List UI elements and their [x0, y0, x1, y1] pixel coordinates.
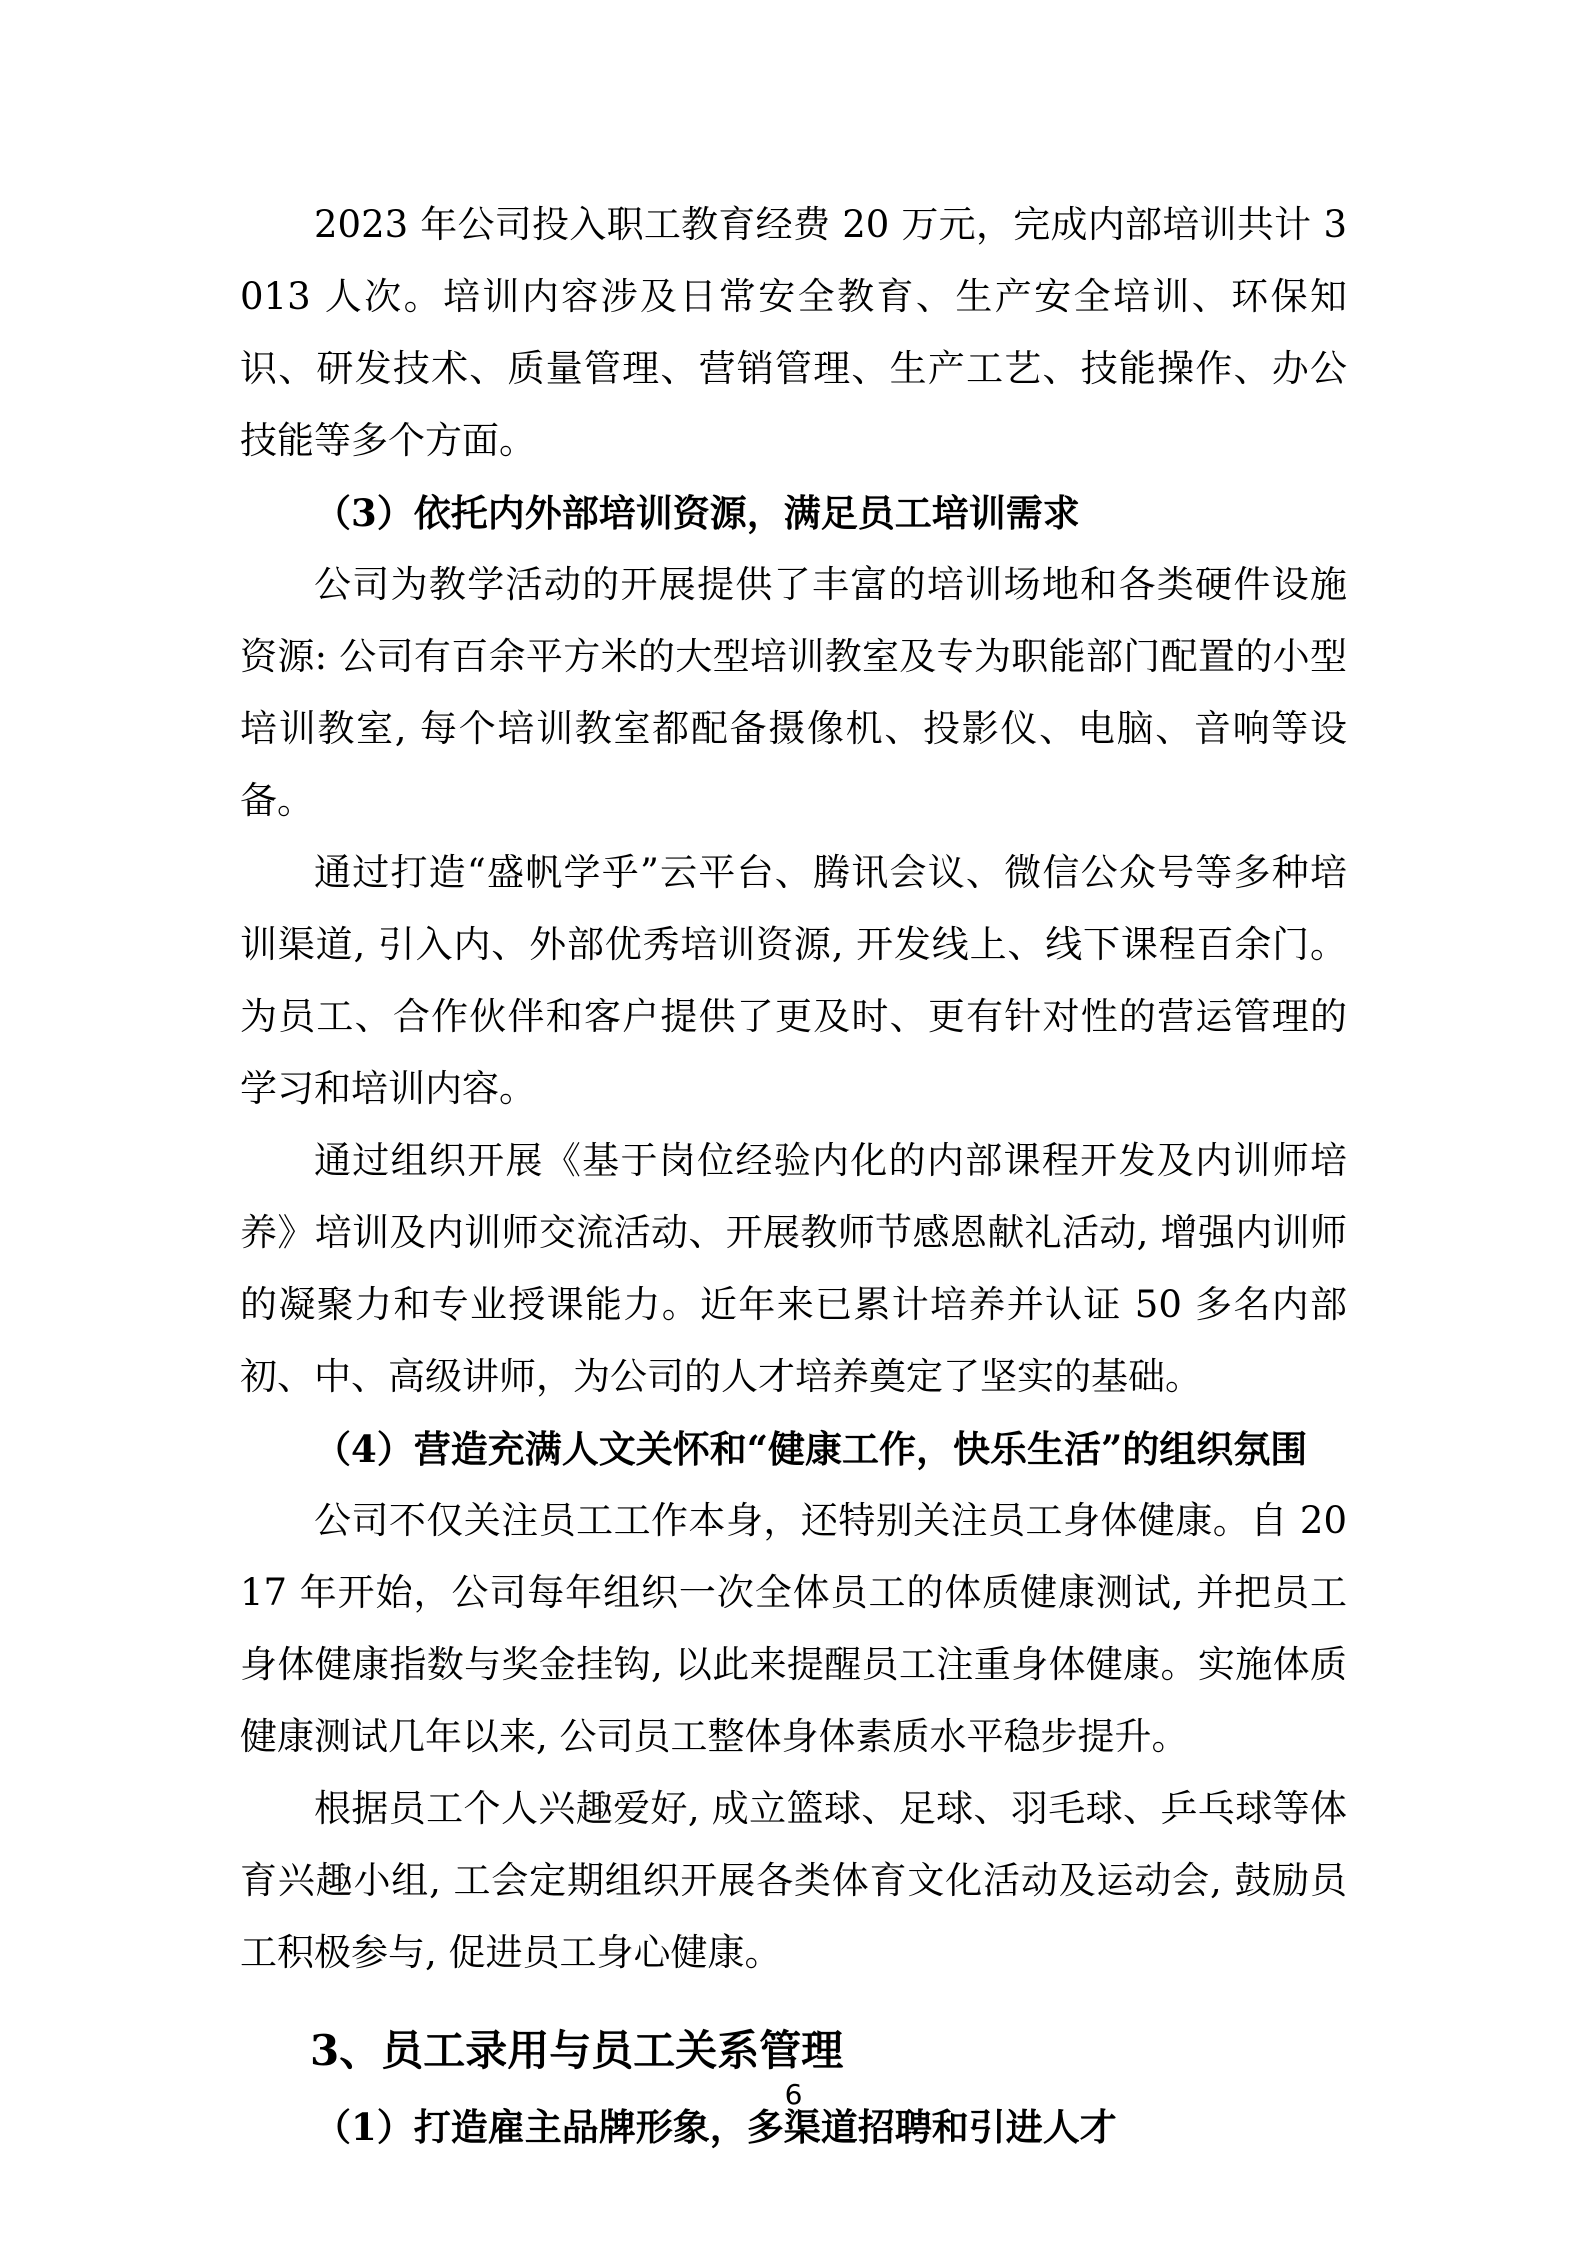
paragraph-training-platforms: 通过打造“盛帆学乎”云平台、腾讯会议、微信公众号等多种培训渠道, 引入内、外部优秀培训资源, 开发线上、线下课程百余门。为员工、合作伙伴和客户提供了更及时、更有针对性的营运管理的学习和培训内容。: [240, 851, 1347, 1110]
paragraph-sports-groups: 根据员工个人兴趣爱好, 成立篮球、足球、羽毛球、乒乓球等体育兴趣小组, 工会定期组织开展各类体育文化活动及运动会, 鼓励员工积极参与, 促进员工身心健康。: [240, 1787, 1347, 1974]
paragraph-training-investment: 2023 年公司投入职工教育经费 20 万元，完成内部培训共计 3013 人次。培训内容涉及日常安全教育、生产安全培训、环保知识、研发技术、质量管理、营销管理、生产工艺、技能操作、办公技能等多个方面。: [240, 203, 1347, 462]
subsection-heading-4: （4）营造充满人文关怀和“健康工作，快乐生活”的组织氛围: [314, 1427, 1308, 1471]
paragraph-internal-trainers: 通过组织开展《基于岗位经验内化的内部课程开发及内训师培养》培训及内训师交流活动、开展教师节感恩献礼活动, 增强内训师的凝聚力和专业授课能力。近年来已累计培养并认证 50 多名内部初、中、高级讲师，为公司的人才培养奠定了坚实的基础。: [240, 1139, 1347, 1398]
paragraph-training-facilities: 公司为教学活动的开展提供了丰富的培训场地和各类硬件设施资源: 公司有百余平方米的大型培训教室及专为职能部门配置的小型培训教室, 每个培训教室都配备摄像机、投影仪、电脑、音响等设备。: [240, 563, 1347, 822]
section-heading-recruitment: 3、员工录用与员工关系管理: [310, 2026, 844, 2075]
page-number: 6: [784, 2078, 803, 2111]
subsection-heading-3: （3）依托内外部培训资源，满足员工培训需求: [314, 491, 1080, 535]
document-content: [240, 189, 1347, 2163]
subsection-heading-1: （1）打造雇主品牌形象，多渠道招聘和引进人才: [314, 2105, 1117, 2149]
paragraph-health-testing: 公司不仅关注员工工作本身，还特别关注员工身体健康。自 2017 年开始，公司每年组织一次全体员工的体质健康测试, 并把员工身体健康指数与奖金挂钩, 以此来提醒员工注重身体健康。实施体质健康测试几年以来, 公司员工整体身体素质水平稳步提升。: [240, 1499, 1347, 1758]
